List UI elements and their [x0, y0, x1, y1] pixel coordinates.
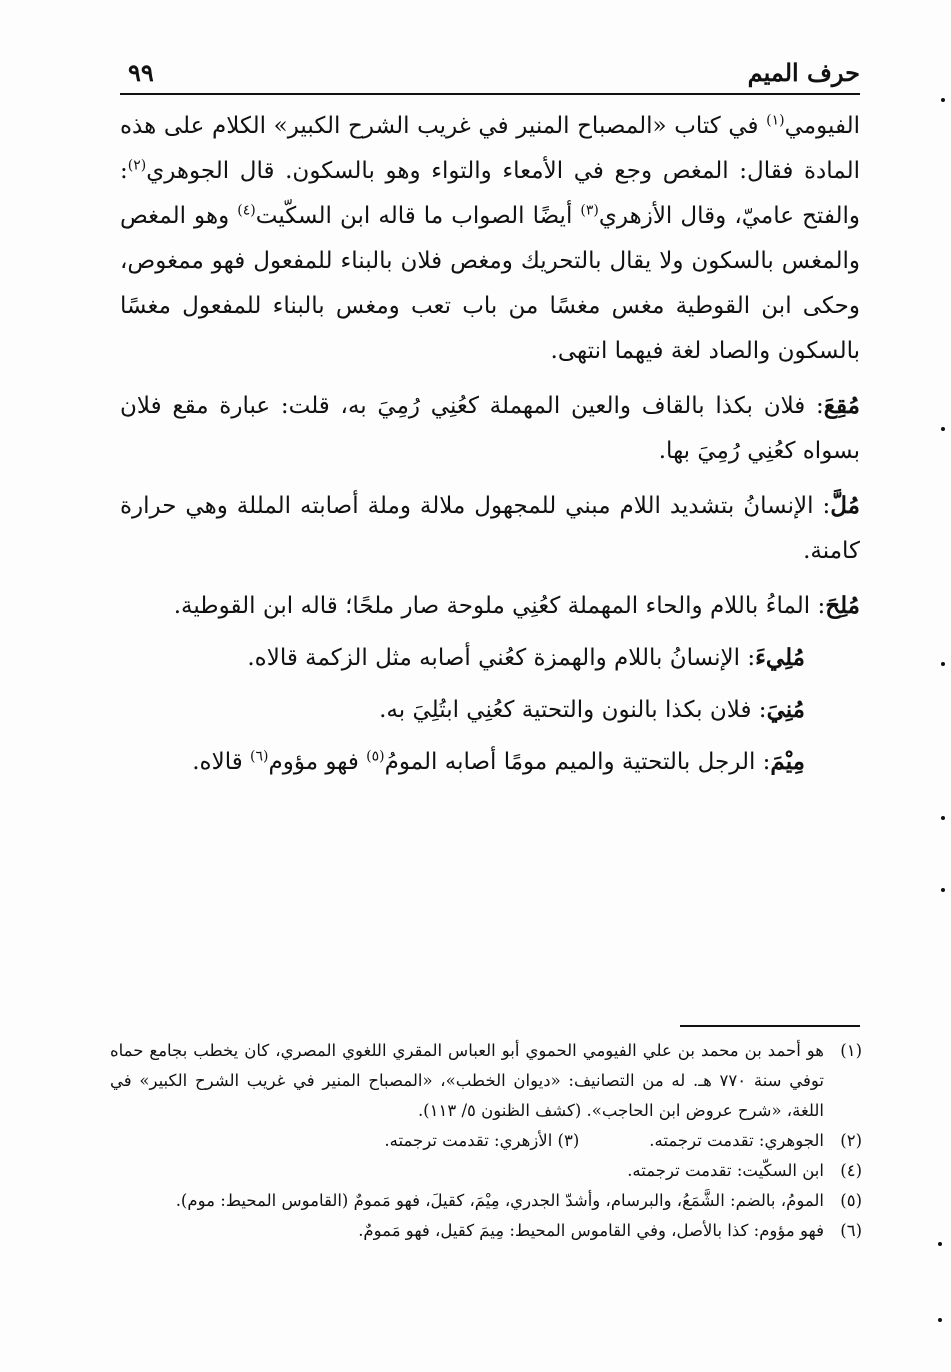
text-segment: الفيومي — [784, 113, 860, 139]
dictionary-entry — [120, 583, 860, 629]
entry-definition: قالاه. — [192, 749, 251, 775]
footnote-ref-3: (٣) — [580, 202, 599, 219]
entry-headword: مُنِيَ — [766, 696, 805, 723]
entry-headword: مِيْمَ — [770, 748, 805, 775]
footnote-number: (٦) — [840, 1221, 862, 1240]
page-number: ٩٩ — [128, 58, 154, 87]
entry-definition: : الرجل بالتحتية والميم مومًا أصابه المومُ — [384, 749, 771, 775]
footnote-text: الجوهري: تقدمت ترجمته. — [649, 1131, 824, 1150]
footnote-separator — [680, 1025, 860, 1027]
footnote-text: الأزهري: تقدمت ترجمته. — [384, 1131, 553, 1150]
footnote-ref-6: (٦) — [250, 748, 269, 765]
footnote-2-3 — [110, 1126, 862, 1156]
dictionary-entry — [120, 687, 860, 733]
text-segment: في كتاب «المصباح المنير في غريب الشرح الكبير» الكلام على هذه المادة فقال: المغص وجع في الأمعاء والتواء وهو بالسكون. قال الجوهري — [120, 113, 860, 184]
page-header — [120, 52, 860, 92]
dictionary-entry — [120, 739, 860, 785]
footnote-ref-5: (٥) — [366, 748, 385, 765]
entry-headword: مُلِحَ — [825, 592, 860, 619]
footnote-ref-1: (١) — [766, 112, 785, 129]
text-segment: وهو المغص والمغس بالسكون ولا يقال بالتحريك ومغص فلان بالبناء للمفعول فهو ممغوص، وحكى ابن القوطية مغس مغسًا من باب تعب ومغس بالبناء للمفعول مغسًا بالسكون والصاد لغة فيهما انتهى. — [120, 203, 860, 364]
footnote-6 — [110, 1216, 862, 1246]
scan-speck — [941, 816, 945, 820]
scan-speck — [941, 98, 945, 102]
footnote-number: (٣) — [557, 1131, 580, 1150]
entry-definition: : الإنسانُ بتشديد اللام مبني للمجهول ملالة وملة أصابته المللة وهي حرارة كامنة. — [120, 493, 860, 564]
scan-speck — [941, 662, 945, 666]
footnote-text: المومُ، بالضم: الشَّمَعُ، والبرسام، وأشدّ الجدري، مِيْمَ، كقيلَ، فهو مَمومٌ (القاموس المحيط: موم). — [175, 1191, 824, 1210]
scan-speck — [941, 888, 945, 892]
entry-definition: : الماءُ باللام والحاء المهملة كعُنِي ملوحة صار ملحًا؛ قاله ابن القوطية. — [173, 593, 826, 619]
entry-definition: : الإنسانُ باللام والهمزة كعُني أصابه مثل الزكمة قالاه. — [247, 645, 756, 671]
footnote-number: (١) — [840, 1041, 862, 1060]
footnote-ref-2: (٢) — [127, 157, 147, 174]
footnote-1 — [110, 1036, 862, 1126]
main-text — [120, 104, 860, 785]
entry-headword: مُلَّ — [830, 492, 860, 519]
footnote-4 — [110, 1156, 862, 1186]
dictionary-entry — [120, 383, 860, 474]
dictionary-entry — [120, 635, 860, 681]
footnote-number: (٥) — [840, 1191, 862, 1210]
footnote-text: ابن السكّيت: تقدمت ترجمته. — [627, 1161, 824, 1180]
text-segment: أيضًا الصواب ما قاله ابن السكّيت — [255, 203, 581, 229]
header-rule — [120, 93, 860, 95]
entry-definition: : فلان بكذا بالنون والتحتية كعُنِي ابتُلِيَ به. — [379, 697, 767, 723]
paragraph-fayyumi — [120, 104, 860, 374]
footnote-text: فهو مؤوم: كذا بالأصل، وفي القاموس المحيط: مِيمَ كقيل، فهو مَمومٌ. — [358, 1221, 824, 1240]
footnotes — [110, 1036, 862, 1246]
footnote-number: (٢) — [840, 1131, 862, 1150]
scan-speck — [938, 1318, 942, 1322]
text-segment: : والفتح عاميّ، وقال الأزهري — [120, 158, 860, 229]
entry-definition: فهو مؤوم — [268, 749, 367, 775]
entry-headword: مُلِيءَ — [755, 644, 805, 671]
scan-speck — [938, 1242, 942, 1246]
entry-headword: مُقِعَ — [823, 392, 860, 419]
dictionary-entry — [120, 483, 860, 574]
footnote-3 — [384, 1126, 579, 1156]
entry-definition: : فلان بكذا بالقاف والعين المهملة كعُنِي رُمِيَ به، قلت: عبارة مقع فلان بسواه كعُنِي رُمِيَ بها. — [120, 393, 860, 464]
footnote-text: هو أحمد بن محمد بن علي الفيومي الحموي أبو العباس المقري اللغوي المصري، كان يخطب بجامع حماه توفي سنة ٧٧٠ هـ. له من التصانيف: «ديوان الخطب»، «المصباح المنير في غريب الشرح الكبير» في اللغة، «شرح عروض ابن الحاجب». (كشف الظنون ٥/ ١١٣). — [110, 1041, 824, 1120]
scan-speck — [941, 427, 945, 431]
footnote-ref-4: (٤) — [237, 202, 256, 219]
footnote-number: (٤) — [840, 1161, 862, 1180]
footnote-5 — [110, 1186, 862, 1216]
chapter-title: حرف الميم — [747, 58, 860, 87]
